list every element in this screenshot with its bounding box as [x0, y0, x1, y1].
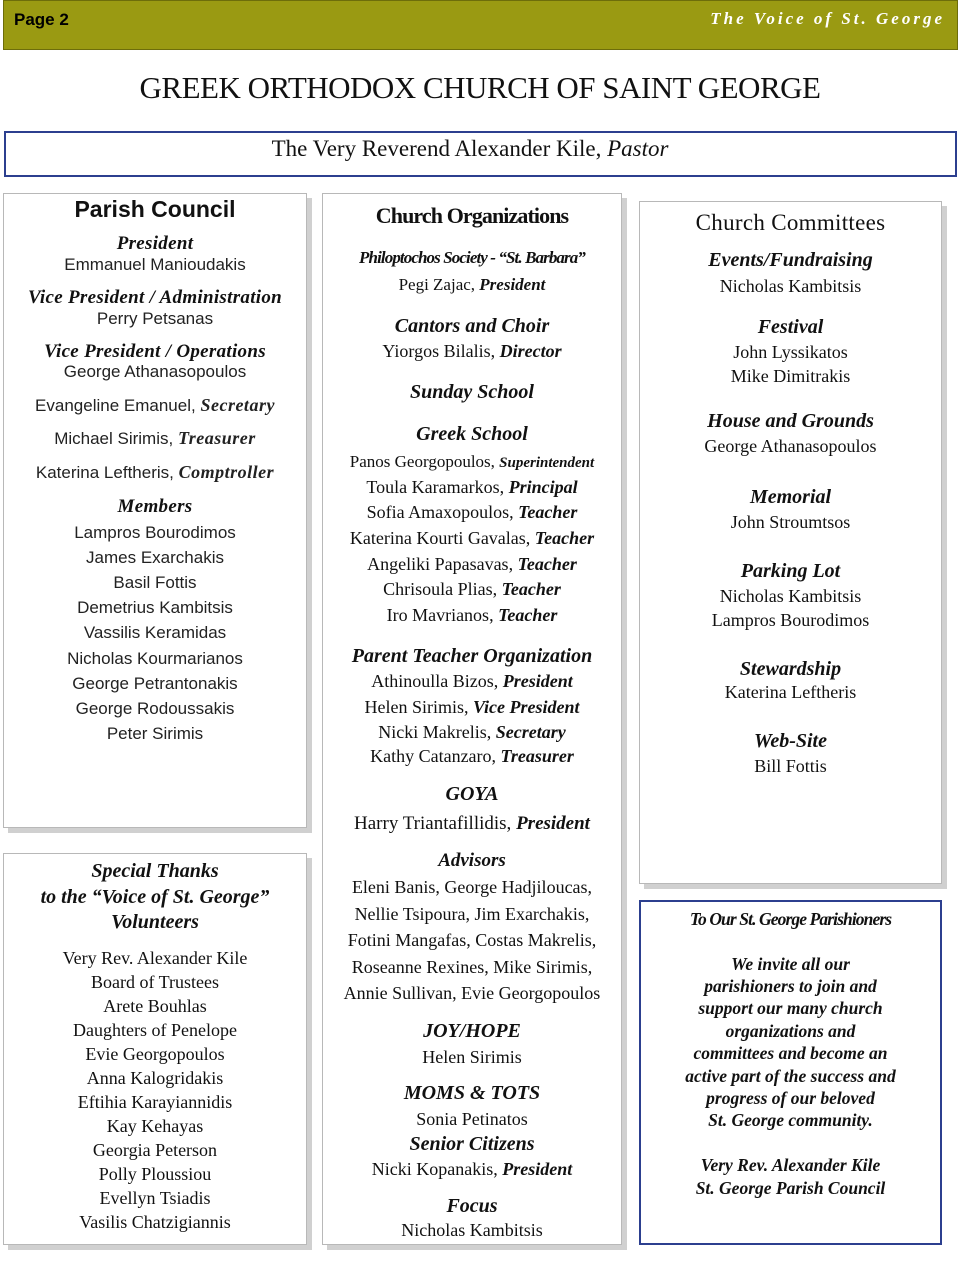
- cantors-label: Cantors and Choir: [394, 315, 550, 337]
- parking-lot-name: Nicholas Kambitsis: [719, 586, 862, 606]
- member-name: George Rodoussakis: [75, 699, 235, 718]
- secretary-role: Secretary: [200, 395, 275, 415]
- vp-admin-label: Vice President / Administration: [27, 287, 283, 308]
- invite-heading: To Our St. George Parishioners: [689, 909, 892, 929]
- teacher-name: Katerina Kourti Gavalas,: [349, 528, 531, 548]
- member-name: Vassilis Keramidas: [83, 623, 227, 642]
- invite-line: progress of our beloved: [706, 1088, 875, 1108]
- pto-role: President: [502, 671, 573, 691]
- teacher-role: Teacher: [498, 605, 558, 625]
- goya-name: Harry Triantafillidis,: [354, 813, 512, 834]
- invite-signature-1: Very Rev. Alexander Kile: [700, 1155, 881, 1175]
- church-title: GREEK ORTHODOX CHURCH OF SAINT GEORGE: [139, 70, 821, 105]
- principal-role: Principal: [508, 477, 578, 497]
- volunteer-name: Polly Ploussiou: [98, 1164, 212, 1184]
- parking-lot-name: Lampros Bourodimos: [711, 610, 870, 630]
- sunday-school-label: Sunday School: [410, 381, 534, 403]
- invite-line: parishioners to join and: [704, 976, 877, 996]
- advisors-label: Advisors: [438, 850, 506, 871]
- pto-name: Kathy Catanzaro,: [370, 746, 497, 766]
- council-heading: Parish Council: [74, 196, 236, 222]
- comptroller-name: Katerina Leftheris,: [35, 463, 174, 482]
- member-name: Nicholas Kourmarianos: [67, 649, 243, 668]
- pto-role: Treasurer: [500, 746, 574, 766]
- joy-hope-name: Helen Sirimis: [422, 1047, 522, 1067]
- senior-citizens-line: [322, 1159, 622, 1180]
- cantors-role: Director: [499, 341, 562, 361]
- member-name: Lampros Bourodimos: [74, 523, 236, 542]
- superintendent-name: Panos Georgopoulos,: [349, 452, 495, 471]
- focus-label: Focus: [446, 1195, 498, 1217]
- volunteer-name: Evellyn Tsiadis: [99, 1188, 211, 1208]
- teacher-line: [322, 605, 622, 626]
- superintendent-line: [322, 452, 622, 472]
- senior-citizens-label: Senior Citizens: [409, 1133, 535, 1155]
- vp-admin-name: Perry Petsanas: [96, 309, 214, 328]
- pastor-role: Pastor: [607, 136, 669, 161]
- president-name: Emmanuel Manioudakis: [64, 255, 246, 274]
- advisors-line: Roseanne Rexines, Mike Sirimis,: [351, 957, 593, 977]
- invite-signature-2: St. George Parish Council: [695, 1178, 886, 1198]
- teacher-role: Teacher: [517, 554, 577, 574]
- goya-role: President: [516, 813, 590, 834]
- memorial-label: Memorial: [749, 486, 832, 508]
- cantors-name: Yiorgos Bilalis,: [382, 341, 496, 361]
- orgs-heading: Church Organizations: [375, 203, 569, 228]
- advisors-line: Nellie Tsipoura, Jim Exarchakis,: [354, 904, 590, 924]
- volunteer-name: Arete Bouhlas: [103, 996, 207, 1016]
- secretary-name: Evangeline Emanuel,: [35, 396, 196, 415]
- stewardship-name: Katerina Leftheris: [724, 682, 857, 702]
- moms-tots-label: MOMS & TOTS: [403, 1082, 541, 1104]
- pto-line: [322, 671, 622, 692]
- member-name: Peter Sirimis: [106, 724, 204, 743]
- greek-school-label: Greek School: [416, 423, 528, 445]
- festival-name: Mike Dimitrakis: [730, 366, 851, 386]
- goya-label: GOYA: [445, 783, 499, 805]
- vp-ops-name: George Athanasopoulos: [63, 362, 247, 381]
- philoptochos-role: President: [479, 275, 546, 294]
- advisors-line: Eleni Banis, George Hadjiloucas,: [351, 877, 593, 897]
- volunteer-name: Anna Kalogridakis: [86, 1068, 224, 1088]
- volunteer-name: Board of Trustees: [90, 972, 219, 992]
- focus-name: Nicholas Kambitsis: [401, 1220, 543, 1240]
- advisors-line: Annie Sullivan, Evie Georgopoulos: [343, 983, 601, 1003]
- website-name: Bill Fottis: [754, 756, 827, 776]
- philoptochos-line: [322, 275, 622, 295]
- cantors-line: [322, 341, 622, 362]
- superintendent-role: Superintendent: [499, 455, 595, 471]
- invite-line: St. George community.: [708, 1110, 873, 1130]
- principal-name: Toula Karamarkos,: [366, 477, 505, 497]
- invite-line: support our many church: [698, 998, 883, 1018]
- joy-hope-label: JOY/HOPE: [423, 1020, 521, 1042]
- invite-line: We invite all our: [731, 954, 850, 974]
- volunteer-name: Kay Kehayas: [106, 1116, 204, 1136]
- pto-role: Vice President: [473, 697, 580, 717]
- pto-name: Helen Sirimis,: [364, 697, 469, 717]
- volunteer-name: Daughters of Penelope: [73, 1020, 237, 1040]
- thanks-heading-3: Volunteers: [111, 911, 199, 933]
- moms-tots-name: Sonia Petinatos: [416, 1109, 528, 1129]
- teacher-role: Teacher: [518, 502, 578, 522]
- invite-line: committees and become an: [693, 1043, 888, 1063]
- member-name: Demetrius Kambitsis: [77, 598, 233, 617]
- comptroller-role: Comptroller: [178, 462, 275, 482]
- volunteer-name: Eftihia Karayiannidis: [77, 1092, 233, 1112]
- president-label: President: [116, 233, 194, 254]
- vp-ops-label: Vice President / Operations: [44, 341, 266, 362]
- comptroller-line: [3, 462, 307, 483]
- members-label: Members: [117, 496, 193, 517]
- volunteer-name: Evie Georgopoulos: [85, 1044, 225, 1064]
- events-name: Nicholas Kambitsis: [719, 276, 862, 296]
- senior-name: Nicki Kopanakis,: [371, 1159, 498, 1179]
- volunteer-name: Georgia Peterson: [92, 1140, 218, 1160]
- pto-label: Parent Teacher Organization: [351, 645, 593, 667]
- parking-lot-label: Parking Lot: [740, 560, 841, 582]
- teacher-line: [322, 528, 622, 549]
- house-grounds-name: George Athanasopoulos: [704, 436, 877, 456]
- philoptochos-label: Philoptochos Society - “St. Barbara”: [359, 248, 585, 267]
- teacher-line: [322, 502, 622, 523]
- pto-line: [322, 697, 622, 718]
- pto-name: Athinoulla Bizos,: [371, 671, 499, 691]
- header-bar: [3, 0, 958, 50]
- invite-line: active part of the success and: [685, 1066, 896, 1086]
- member-name: George Petrantonakis: [72, 674, 238, 693]
- pto-name: Nicki Makrelis,: [378, 722, 492, 742]
- volunteer-name: Vasilis Chatzigiannis: [79, 1212, 231, 1232]
- stewardship-label: Stewardship: [739, 658, 842, 680]
- treasurer-role: Treasurer: [177, 428, 256, 448]
- thanks-heading-1: Special Thanks: [91, 860, 219, 882]
- teacher-role: Teacher: [501, 579, 561, 599]
- page-number: Page 2: [14, 10, 69, 29]
- member-name: James Exarchakis: [86, 548, 224, 567]
- committees-heading: Church Committees: [695, 210, 886, 235]
- thanks-heading-2: to the “Voice of St. George”: [40, 886, 270, 908]
- invite-line: organizations and: [725, 1021, 856, 1041]
- pto-line: [322, 746, 622, 767]
- goya-line: [322, 813, 622, 835]
- volunteer-name: Very Rev. Alexander Kile: [62, 948, 248, 968]
- teacher-line: [322, 554, 622, 575]
- secretary-line: [3, 395, 307, 416]
- pastor-name: The Very Reverend Alexander Kile,: [271, 136, 602, 161]
- teacher-name: Angeliki Papasavas,: [367, 554, 514, 574]
- treasurer-line: [3, 428, 307, 449]
- festival-name: John Lyssikatos: [733, 342, 848, 362]
- church-committees-panel: [639, 201, 942, 884]
- memorial-name: John Stroumtsos: [730, 512, 851, 532]
- pto-line: [322, 722, 622, 743]
- events-label: Events/Fundraising: [708, 249, 873, 271]
- advisors-line: Fotini Mangafas, Costas Makrelis,: [347, 930, 597, 950]
- principal-line: [322, 477, 622, 498]
- senior-role: President: [502, 1159, 573, 1179]
- teacher-role: Teacher: [534, 528, 595, 548]
- member-name: Basil Fottis: [113, 573, 197, 592]
- house-grounds-label: House and Grounds: [707, 410, 874, 432]
- philoptochos-name: Pegi Zajac,: [398, 275, 476, 294]
- pto-role: Secretary: [495, 722, 566, 742]
- newsletter-title: The Voice of St. George: [710, 9, 945, 28]
- pastor-line: [245, 136, 695, 162]
- website-label: Web-Site: [754, 730, 827, 752]
- teacher-name: Chrisoula Plias,: [383, 579, 498, 599]
- teacher-line: [322, 579, 622, 600]
- teacher-name: Sofia Amaxopoulos,: [366, 502, 514, 522]
- festival-label: Festival: [757, 316, 824, 338]
- teacher-name: Iro Mavrianos,: [386, 605, 494, 625]
- treasurer-name: Michael Sirimis,: [54, 429, 174, 448]
